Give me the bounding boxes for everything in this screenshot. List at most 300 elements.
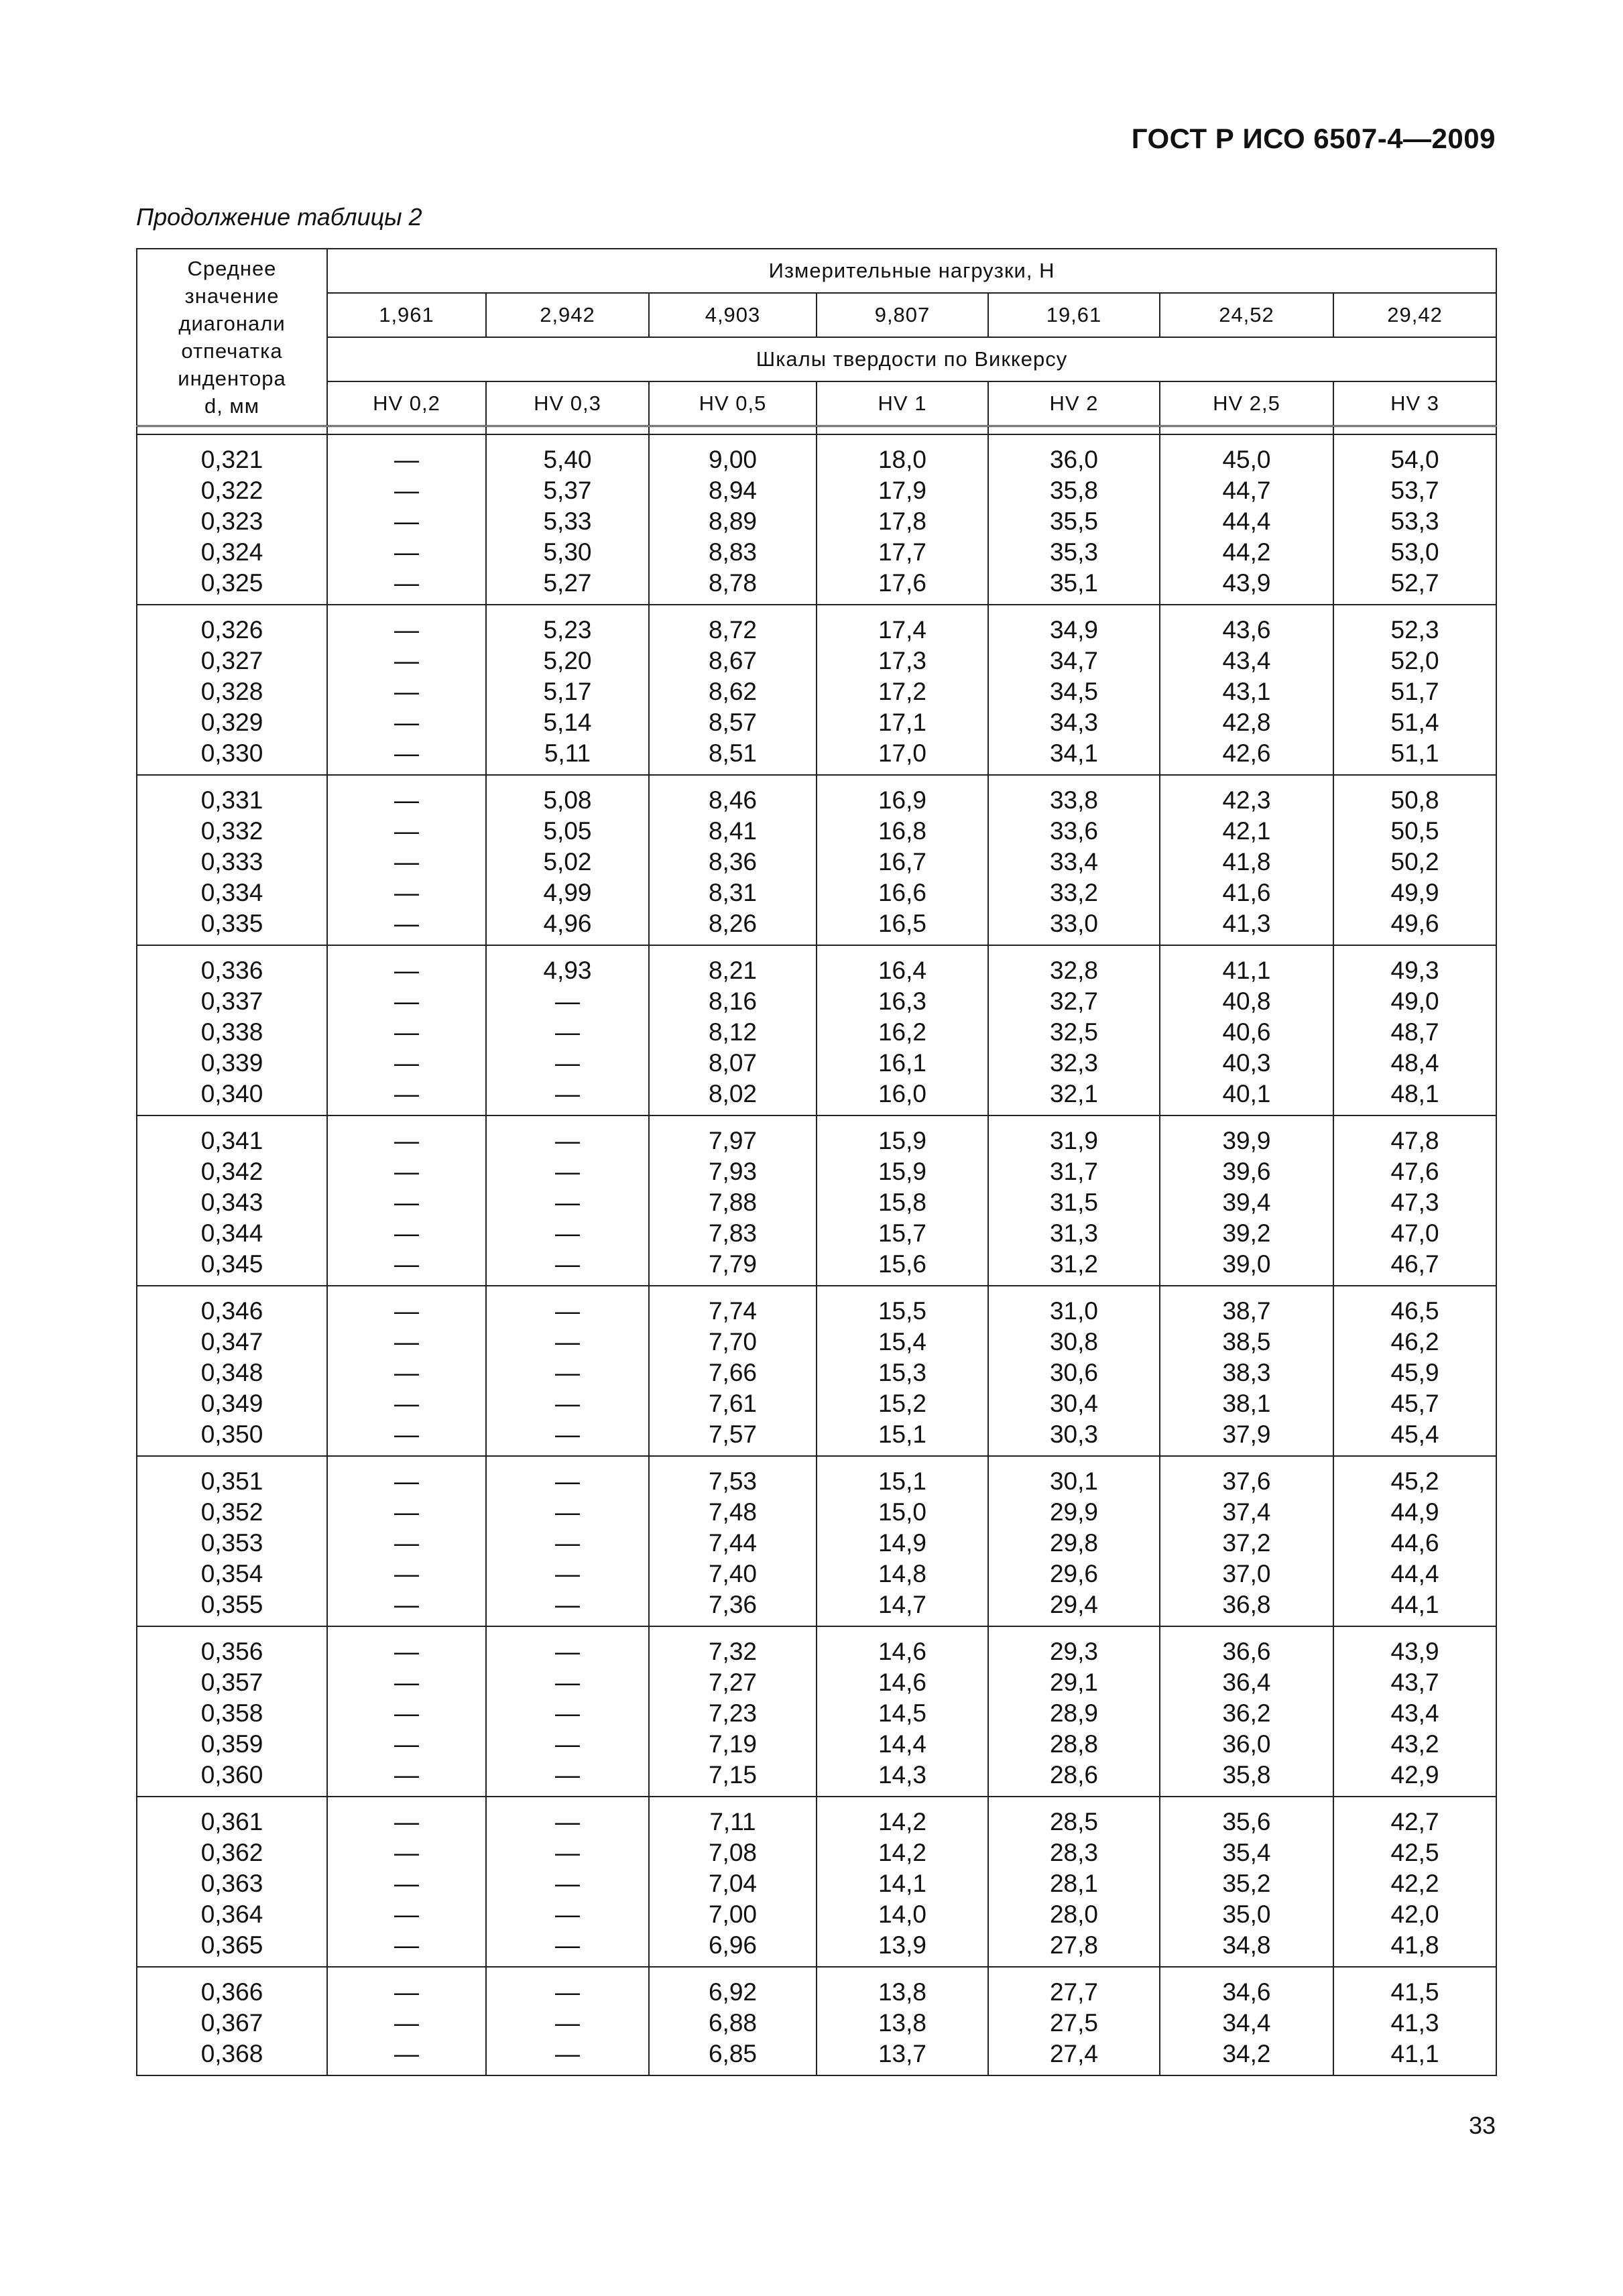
hardness-value: 33,6 <box>1049 817 1098 845</box>
hardness-value: 14,6 <box>878 1669 926 1696</box>
hardness-value: — <box>394 987 419 1015</box>
hardness-value: 5,20 <box>543 647 592 674</box>
hardness-value: 7,15 <box>708 1761 757 1789</box>
hardness-value: 13,9 <box>878 1931 926 1959</box>
diagonal-column-cell <box>137 775 327 945</box>
hardness-value: 42,5 <box>1390 1839 1439 1866</box>
hardness-value: — <box>394 446 419 473</box>
hardness-value: 7,53 <box>708 1467 757 1495</box>
diagonal-value: 0,328 <box>200 678 263 705</box>
hardness-value: — <box>394 1250 419 1278</box>
hardness-value: 39,0 <box>1222 1250 1271 1278</box>
corner-header-line: диагонали <box>178 312 286 335</box>
hardness-column-cell <box>988 434 1160 605</box>
diagonal-value: 0,326 <box>200 616 263 644</box>
diagonal-value: 0,339 <box>200 1049 263 1077</box>
hardness-value: 35,8 <box>1222 1761 1271 1789</box>
hardness-column-cell <box>1333 1286 1496 1456</box>
hardness-value: — <box>555 1158 580 1185</box>
hardness-column-cell <box>817 1115 988 1286</box>
hardness-value: 7,19 <box>708 1730 757 1758</box>
table-row <box>137 1797 1496 1967</box>
hardness-value: 41,6 <box>1222 879 1271 906</box>
hardness-value: 52,3 <box>1390 616 1439 644</box>
hardness-value: — <box>555 1591 580 1618</box>
hardness-value: — <box>394 1808 419 1835</box>
hardness-value: 42,7 <box>1390 1808 1439 1835</box>
hardness-value: 51,1 <box>1390 739 1439 767</box>
diagonal-value: 0,337 <box>200 987 263 1015</box>
hardness-column-cell <box>649 434 817 605</box>
diagonal-column-cell <box>137 434 327 605</box>
hardness-value: 34,6 <box>1222 1978 1271 2006</box>
hardness-value: 37,6 <box>1222 1467 1271 1495</box>
hardness-value: 8,62 <box>708 678 757 705</box>
diagonal-value: 0,346 <box>200 1297 263 1325</box>
table-row <box>137 775 1496 945</box>
hardness-value: 8,78 <box>708 569 757 597</box>
diagonal-value: 0,345 <box>200 1250 263 1278</box>
hardness-column-cell <box>1160 945 1333 1115</box>
hardness-value: 8,46 <box>708 786 757 814</box>
diagonal-column-cell <box>137 1456 327 1626</box>
hardness-value: — <box>394 1591 419 1618</box>
hardness-value: 7,70 <box>708 1328 757 1355</box>
hardness-value: 28,1 <box>1049 1870 1098 1897</box>
diagonal-value: 0,356 <box>200 1638 263 1665</box>
hardness-column-cell <box>327 1626 486 1797</box>
hardness-value: 28,5 <box>1049 1808 1098 1835</box>
hardness-column-cell <box>327 1797 486 1967</box>
hardness-value: 44,4 <box>1390 1560 1439 1587</box>
hardness-table <box>136 248 1497 2076</box>
hardness-value: 17,4 <box>878 616 926 644</box>
row-group <box>137 1626 1496 1797</box>
hardness-value: 16,7 <box>878 848 926 875</box>
hardness-value: 53,7 <box>1390 477 1439 504</box>
hardness-value: 29,6 <box>1049 1560 1098 1587</box>
hardness-column-cell <box>1333 605 1496 775</box>
hardness-column-cell <box>988 775 1160 945</box>
hardness-column-cell <box>649 945 817 1115</box>
hardness-value: 5,17 <box>543 678 592 705</box>
hardness-value: 44,7 <box>1222 477 1271 504</box>
hardness-value: 36,4 <box>1222 1669 1271 1696</box>
hardness-value: 44,9 <box>1390 1498 1439 1526</box>
hardness-value: 41,3 <box>1390 2009 1439 2037</box>
hardness-value: 35,3 <box>1049 538 1098 566</box>
hardness-value: — <box>555 1529 580 1557</box>
hardness-value: 39,2 <box>1222 1219 1271 1247</box>
hardness-value: — <box>555 987 580 1015</box>
diagonal-value: 0,335 <box>200 910 263 937</box>
diagonal-value: 0,342 <box>200 1158 263 1185</box>
hardness-value: 17,3 <box>878 647 926 674</box>
hardness-value: 15,6 <box>878 1250 926 1278</box>
hardness-value: 48,1 <box>1390 1080 1439 1107</box>
diagonal-value: 0,347 <box>200 1328 263 1355</box>
hardness-value: 35,0 <box>1222 1900 1271 1928</box>
hardness-value: — <box>394 1730 419 1758</box>
hardness-column-cell <box>327 1967 486 2075</box>
diagonal-column-cell <box>137 1286 327 1456</box>
hardness-value: 5,05 <box>543 817 592 845</box>
hardness-value: 30,8 <box>1049 1328 1098 1355</box>
hardness-value: 43,1 <box>1222 678 1271 705</box>
hardness-column-cell <box>649 1286 817 1456</box>
hardness-value: 54,0 <box>1390 446 1439 473</box>
hardness-value: 35,6 <box>1222 1808 1271 1835</box>
hardness-column-cell <box>327 1115 486 1286</box>
hardness-value: 48,7 <box>1390 1018 1439 1046</box>
hardness-value: 7,97 <box>708 1127 757 1154</box>
diagonal-value: 0,352 <box>200 1498 263 1526</box>
hardness-value: 8,12 <box>708 1018 757 1046</box>
hardness-value: 35,8 <box>1049 477 1098 504</box>
hardness-column-cell <box>649 605 817 775</box>
hardness-column-cell <box>649 1626 817 1797</box>
row-group <box>137 1967 1496 2075</box>
scale-label: HV 3 <box>1333 381 1496 426</box>
hardness-value: 32,5 <box>1049 1018 1098 1046</box>
hardness-value: 6,88 <box>708 2009 757 2037</box>
hardness-value: 34,8 <box>1222 1931 1271 1959</box>
hardness-column-cell <box>1160 1456 1333 1626</box>
hardness-value: 16,8 <box>878 817 926 845</box>
row-group <box>137 775 1496 945</box>
hardness-column-cell <box>1160 434 1333 605</box>
hardness-column-cell <box>817 775 988 945</box>
hardness-value: 27,8 <box>1049 1931 1098 1959</box>
hardness-value: 41,8 <box>1222 848 1271 875</box>
hardness-value: — <box>394 507 419 535</box>
hardness-value: 17,6 <box>878 569 926 597</box>
hardness-value: 5,27 <box>543 569 592 597</box>
hardness-value: 43,7 <box>1390 1669 1439 1696</box>
hardness-column-cell <box>1160 1797 1333 1967</box>
diagonal-value: 0,350 <box>200 1421 263 1448</box>
hardness-value: — <box>394 678 419 705</box>
hardness-value: 49,9 <box>1390 879 1439 906</box>
hardness-value: 31,7 <box>1049 1158 1098 1185</box>
hardness-value: 49,3 <box>1390 957 1439 984</box>
hardness-value: 42,3 <box>1222 786 1271 814</box>
hardness-value: 8,31 <box>708 879 757 906</box>
hardness-value: 44,2 <box>1222 538 1271 566</box>
hardness-value: 5,14 <box>543 709 592 736</box>
diagonal-value: 0,363 <box>200 1870 263 1897</box>
hardness-value: 8,36 <box>708 848 757 875</box>
hardness-value: — <box>555 1808 580 1835</box>
diagonal-column-cell <box>137 1967 327 2075</box>
corner-header-line: d, мм <box>204 394 260 418</box>
hardness-value: 14,8 <box>878 1560 926 1587</box>
hardness-value: 14,6 <box>878 1638 926 1665</box>
hardness-column-cell <box>1333 1456 1496 1626</box>
hardness-value: 16,5 <box>878 910 926 937</box>
hardness-value: 45,4 <box>1390 1421 1439 1448</box>
hardness-value: 8,21 <box>708 957 757 984</box>
hardness-value: 31,0 <box>1049 1297 1098 1325</box>
hardness-column-cell <box>1160 1115 1333 1286</box>
diagonal-value: 0,321 <box>200 446 263 473</box>
row-group <box>137 1797 1496 1967</box>
hardness-value: — <box>555 1297 580 1325</box>
hardness-column-cell <box>1160 1286 1333 1456</box>
hardness-value: 32,3 <box>1049 1049 1098 1077</box>
hardness-value: 15,1 <box>878 1467 926 1495</box>
hardness-value: 29,9 <box>1049 1498 1098 1526</box>
hardness-value: 43,6 <box>1222 616 1271 644</box>
hardness-value: 7,79 <box>708 1250 757 1278</box>
hardness-value: 41,8 <box>1390 1931 1439 1959</box>
diagonal-value: 0,338 <box>200 1018 263 1046</box>
hardness-value: 36,0 <box>1222 1730 1271 1758</box>
hardness-column-cell <box>988 1115 1160 1286</box>
hardness-value: 33,8 <box>1049 786 1098 814</box>
hardness-value: 43,4 <box>1390 1699 1439 1727</box>
diagonal-value: 0,368 <box>200 2040 263 2067</box>
hardness-value: 14,7 <box>878 1591 926 1618</box>
hardness-value: 38,3 <box>1222 1359 1271 1386</box>
hardness-column-cell <box>327 1456 486 1626</box>
hardness-value: 34,5 <box>1049 678 1098 705</box>
hardness-value: 15,1 <box>878 1421 926 1448</box>
hardness-value: 52,0 <box>1390 647 1439 674</box>
hardness-value: 7,27 <box>708 1669 757 1696</box>
hardness-value: 14,4 <box>878 1730 926 1758</box>
hardness-value: 34,4 <box>1222 2009 1271 2037</box>
table-row <box>137 1286 1496 1456</box>
hardness-value: 8,02 <box>708 1080 757 1107</box>
hardness-value: 7,00 <box>708 1900 757 1928</box>
hardness-column-cell <box>1160 775 1333 945</box>
table-row <box>137 1115 1496 1286</box>
hardness-value: — <box>394 1049 419 1077</box>
hardness-value: 8,94 <box>708 477 757 504</box>
hardness-value: 16,9 <box>878 786 926 814</box>
hardness-value: 15,3 <box>878 1359 926 1386</box>
hardness-value: 5,23 <box>543 616 592 644</box>
table-row <box>137 434 1496 605</box>
hardness-column-cell <box>327 434 486 605</box>
scale-label: HV 0,5 <box>649 381 817 426</box>
hardness-value: 14,3 <box>878 1761 926 1789</box>
hardness-column-cell <box>486 1286 649 1456</box>
diagonal-value: 0,365 <box>200 1931 263 1959</box>
load-value: 4,903 <box>649 293 817 337</box>
hardness-column-cell <box>817 1456 988 1626</box>
diagonal-value: 0,330 <box>200 739 263 767</box>
hardness-value: — <box>555 1900 580 1928</box>
diagonal-value: 0,333 <box>200 848 263 875</box>
hardness-value: 8,72 <box>708 616 757 644</box>
diagonal-value: 0,367 <box>200 2009 263 2037</box>
hardness-value: 36,6 <box>1222 1638 1271 1665</box>
table-row <box>137 605 1496 775</box>
hardness-value: 35,4 <box>1222 1839 1271 1866</box>
hardness-value: — <box>394 1498 419 1526</box>
hardness-value: — <box>555 1978 580 2006</box>
table-row <box>137 945 1496 1115</box>
hardness-value: 17,7 <box>878 538 926 566</box>
hardness-value: 18,0 <box>878 446 926 473</box>
hardness-value: 7,11 <box>709 1808 756 1835</box>
hardness-value: 30,3 <box>1049 1421 1098 1448</box>
hardness-column-cell <box>327 775 486 945</box>
hardness-column-cell <box>817 1626 988 1797</box>
hardness-value: 40,8 <box>1222 987 1271 1015</box>
hardness-value: 15,4 <box>878 1328 926 1355</box>
table-row <box>137 1456 1496 1626</box>
hardness-value: 44,6 <box>1390 1529 1439 1557</box>
hardness-value: 41,3 <box>1222 910 1271 937</box>
hardness-value: — <box>394 1931 419 1959</box>
hardness-value: 52,7 <box>1390 569 1439 597</box>
hardness-value: 15,7 <box>878 1219 926 1247</box>
table-row <box>137 1967 1496 2075</box>
hardness-value: — <box>555 1018 580 1046</box>
hardness-value: 27,7 <box>1049 1978 1098 2006</box>
hardness-value: 8,51 <box>708 739 757 767</box>
hardness-value: 28,8 <box>1049 1730 1098 1758</box>
hardness-value: 43,9 <box>1390 1638 1439 1665</box>
diagonal-column-cell <box>137 1115 327 1286</box>
row-group <box>137 434 1496 605</box>
diagonal-value: 0,361 <box>200 1808 263 1835</box>
diagonal-value: 0,343 <box>200 1189 263 1216</box>
diagonal-value: 0,340 <box>200 1080 263 1107</box>
hardness-value: — <box>394 1219 419 1247</box>
scale-label: HV 2 <box>988 381 1160 426</box>
hardness-value: 17,9 <box>878 477 926 504</box>
hardness-value: — <box>394 1638 419 1665</box>
scale-label: HV 0,3 <box>486 381 649 426</box>
hardness-value: 49,0 <box>1390 987 1439 1015</box>
hardness-column-cell <box>988 1626 1160 1797</box>
hardness-value: 14,5 <box>878 1699 926 1727</box>
hardness-value: 41,5 <box>1390 1978 1439 2006</box>
hardness-value: 5,08 <box>543 786 592 814</box>
hardness-value: 42,0 <box>1390 1900 1439 1928</box>
hardness-value: 33,4 <box>1049 848 1098 875</box>
hardness-value: 7,32 <box>708 1638 757 1665</box>
hardness-column-cell <box>649 1115 817 1286</box>
hardness-value: — <box>555 1080 580 1107</box>
hardness-value: — <box>394 1158 419 1185</box>
hardness-value: 39,9 <box>1222 1127 1271 1154</box>
diagonal-value: 0,358 <box>200 1699 263 1727</box>
hardness-value: 8,16 <box>708 987 757 1015</box>
corner-header-line: индентора <box>178 367 286 390</box>
hardness-value: — <box>394 910 419 937</box>
hardness-value: 47,6 <box>1390 1158 1439 1185</box>
hardness-value: 7,08 <box>708 1839 757 1866</box>
hardness-column-cell <box>817 1286 988 1456</box>
load-value: 19,61 <box>988 293 1160 337</box>
hardness-value: 16,4 <box>878 957 926 984</box>
hardness-value: — <box>555 1219 580 1247</box>
diagonal-column-cell <box>137 1626 327 1797</box>
hardness-value: 30,1 <box>1049 1467 1098 1495</box>
hardness-value: 36,8 <box>1222 1591 1271 1618</box>
hardness-value: 40,1 <box>1222 1080 1271 1107</box>
hardness-value: 28,3 <box>1049 1839 1098 1866</box>
hardness-value: — <box>555 1730 580 1758</box>
hardness-column-cell <box>1333 945 1496 1115</box>
table-caption: Продолжение таблицы 2 <box>136 203 422 231</box>
hardness-value: — <box>555 2040 580 2067</box>
hardness-value: 17,1 <box>878 709 926 736</box>
hardness-value: 17,8 <box>878 507 926 535</box>
row-group <box>137 1286 1496 1456</box>
hardness-value: 37,0 <box>1222 1560 1271 1587</box>
hardness-value: 8,57 <box>708 709 757 736</box>
diagonal-value: 0,324 <box>200 538 263 566</box>
hardness-value: 40,6 <box>1222 1018 1271 1046</box>
hardness-column-cell <box>817 1967 988 2075</box>
hardness-column-cell <box>486 1967 649 2075</box>
hardness-value: 38,1 <box>1222 1390 1271 1417</box>
hardness-value: 5,40 <box>543 446 592 473</box>
diagonal-value: 0,331 <box>200 786 263 814</box>
hardness-column-cell <box>1160 605 1333 775</box>
hardness-column-cell <box>1333 775 1496 945</box>
hardness-value: 49,6 <box>1390 910 1439 937</box>
hardness-value: 13,8 <box>878 1978 926 2006</box>
hardness-value: 44,4 <box>1222 507 1271 535</box>
hardness-value: — <box>394 817 419 845</box>
diagonal-value: 0,355 <box>200 1591 263 1618</box>
hardness-value: 41,1 <box>1222 957 1271 984</box>
diagonal-column-cell <box>137 1797 327 1967</box>
hardness-value: 13,7 <box>878 2040 926 2067</box>
diagonal-value: 0,360 <box>200 1761 263 1789</box>
hardness-value: 7,48 <box>708 1498 757 1526</box>
hardness-value: 16,6 <box>878 879 926 906</box>
corner-header <box>137 249 327 426</box>
hardness-value: 5,11 <box>544 739 591 767</box>
diagonal-value: 0,341 <box>200 1127 263 1154</box>
diagonal-value: 0,349 <box>200 1390 263 1417</box>
diagonal-value: 0,325 <box>200 569 263 597</box>
hardness-value: 42,9 <box>1390 1761 1439 1789</box>
hardness-value: 50,8 <box>1390 786 1439 814</box>
hardness-value: 47,8 <box>1390 1127 1439 1154</box>
hardness-column-cell <box>988 1967 1160 2075</box>
hardness-value: 46,5 <box>1390 1297 1439 1325</box>
hardness-value: 7,36 <box>708 1591 757 1618</box>
hardness-value: 43,9 <box>1222 569 1271 597</box>
hardness-value: 7,66 <box>708 1359 757 1386</box>
hardness-value: — <box>394 1127 419 1154</box>
hardness-column-cell <box>988 605 1160 775</box>
load-value: 24,52 <box>1160 293 1333 337</box>
hardness-value: — <box>394 879 419 906</box>
hardness-value: — <box>394 616 419 644</box>
diagonal-value: 0,366 <box>200 1978 263 2006</box>
hardness-column-cell <box>817 605 988 775</box>
row-group <box>137 1456 1496 1626</box>
diagonal-value: 0,327 <box>200 647 263 674</box>
hardness-value: 8,89 <box>708 507 757 535</box>
hardness-column-cell <box>649 1456 817 1626</box>
hardness-value: 41,1 <box>1390 2040 1439 2067</box>
hardness-value: — <box>394 1669 419 1696</box>
hardness-column-cell <box>1333 1967 1496 2075</box>
hardness-value: 46,7 <box>1390 1250 1439 1278</box>
hardness-column-cell <box>988 1286 1160 1456</box>
